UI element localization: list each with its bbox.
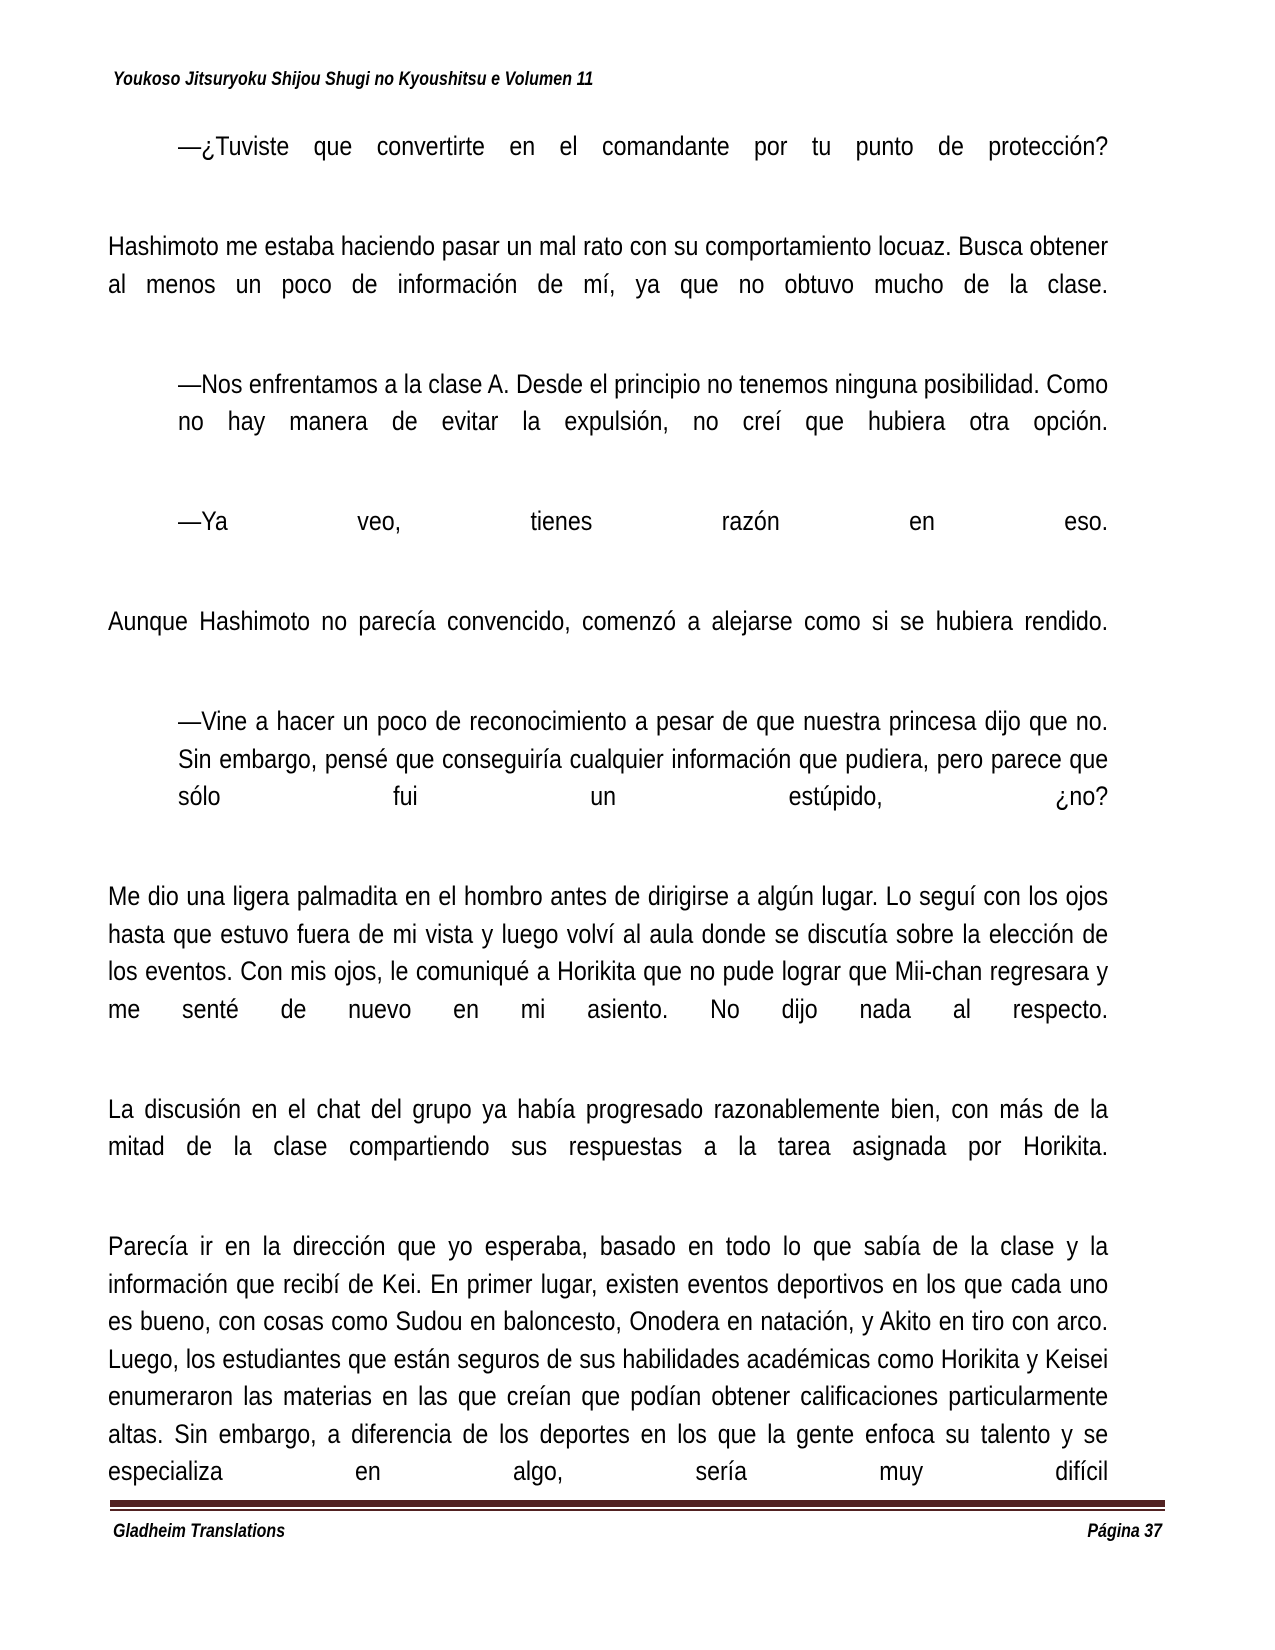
header-title: Youkoso Jitsuryoku Shijou Shugi no Kyoushitsu e Volumen 11 [113, 68, 594, 90]
body-paragraph: Parecía ir en la dirección que yo esperaba, basado en todo lo que sabía de la clase y la información que recibí de Kei. En primer lugar, existen eventos deportivos en los que cada uno es bueno, con cosas como Sudou en baloncesto, Onodera en natación, y Akito en tiro con arco. Luego, los estudiantes que están seguros de sus habilidades académicas como Horikita y Keisei enumeraron las materias en las que creían que podían obtener calificaciones particularmente altas. Sin embargo, a diferencia de los deportes en los que la gente enfoca su talento y se especializa en algo, sería muy difícil [108, 1231, 1109, 1486]
body-paragraph: La discusión en el chat del grupo ya había progresado razonablemente bien, con más de la mitad de la clase compartiendo sus respuestas a la tarea asignada por Horikita. [108, 1093, 1109, 1161]
footer-divider-thick-line [110, 1500, 1165, 1507]
dialogue-paragraph: —Nos enfrentamos a la clase A. Desde el principio no tenemos ninguna posibilidad. Como no hay manera de evitar la expulsión, no creí que hubiera otra opción. [178, 368, 1109, 436]
dialogue-paragraph: —Ya veo, tienes razón en eso. [178, 506, 1109, 536]
body-paragraph: Me dio una ligera palmadita en el hombro antes de dirigirse a algún lugar. Lo seguí con los ojos hasta que estuvo fuera de mi vista y luego volví al aula donde se discutía sobre la elección de los eventos. Con mis ojos, le comuniqué a Horikita que no pude lograr que Mii-chan regresara y me senté de nuevo en mi asiento. No dijo nada al respecto. [108, 881, 1109, 1024]
footer-divider [110, 1500, 1165, 1511]
dialogue-paragraph: —¿Tuviste que convertirte en el comandante por tu punto de protección? [178, 131, 1109, 161]
body-paragraph: Hashimoto me estaba haciendo pasar un mal rato con su comportamiento locuaz. Busca obtener al menos un poco de información de mí, ya que no obtuvo mucho de la clase. [108, 231, 1109, 299]
dialogue-paragraph: —Vine a hacer un poco de reconocimiento a pesar de que nuestra princesa dijo que no. Sin embargo, pensé que conseguiría cualquier información que pudiera, pero parece que sólo fui un estúpido, ¿no? [178, 706, 1109, 811]
page-body [108, 128, 1108, 1528]
page-header [113, 68, 1162, 100]
footer-divider-thin-line [110, 1509, 1165, 1511]
body-paragraph: Aunque Hashimoto no parecía convencido, comenzó a alejarse como si se hubiera rendido. [108, 606, 1109, 636]
footer-translator-credit: Gladheim Translations [113, 1520, 286, 1542]
page-footer [113, 1520, 1162, 1554]
footer-page-number: Página 37 [1087, 1520, 1162, 1542]
